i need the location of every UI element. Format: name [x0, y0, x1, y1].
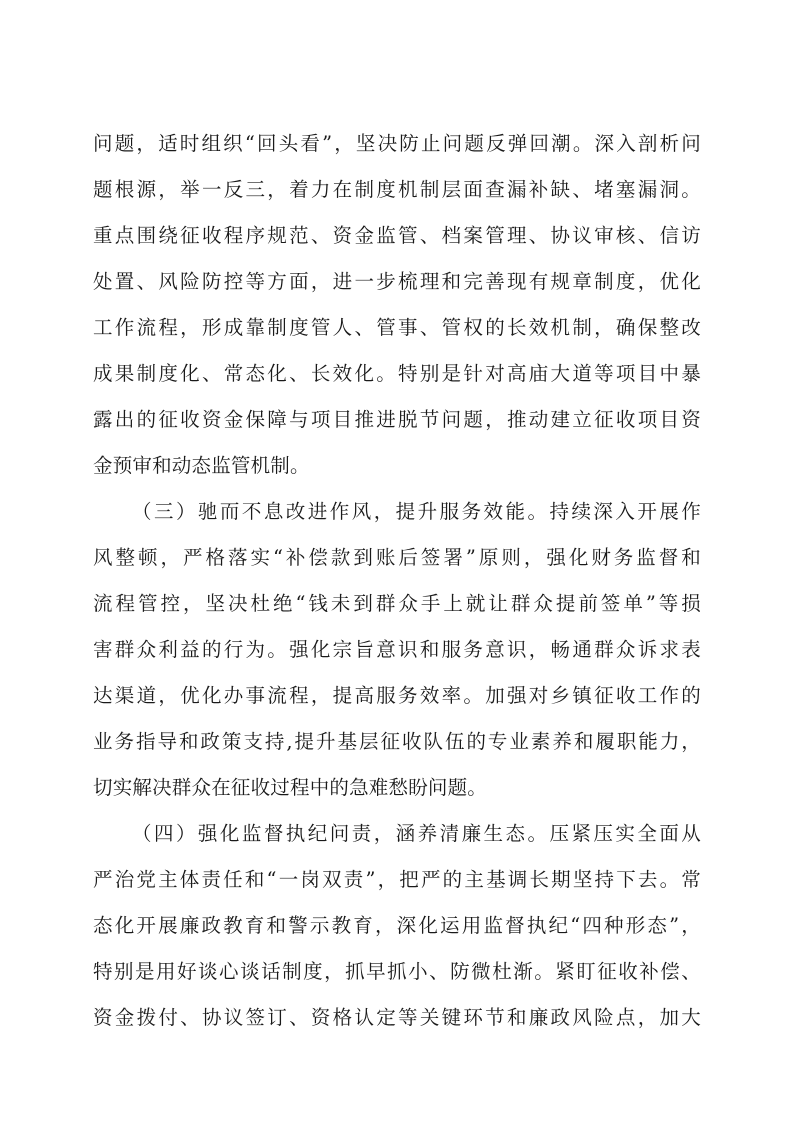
text-line: 风整顿，严格落实“补偿款到账后签署”原则，强化财务监督和 — [93, 546, 701, 569]
text-line: 处置、风险防控等方面，进一步梳理和完善现有规章制度，优化 — [93, 270, 701, 293]
text-line: 达渠道，优化办事流程，提高服务效率。加强对乡镇征收工作的 — [93, 684, 701, 707]
text-line: 问题，适时组织“回头看”，坚决防止问题反弹回潮。深入剖析问 — [93, 132, 701, 155]
text-line: 严治党主体责任和“一岗双责”，把严的主基调长期坚持下去。常 — [93, 868, 701, 891]
text-line: 题根源，举一反三，着力在制度机制层面查漏补缺、堵塞漏洞。 — [93, 178, 701, 201]
text-line: 流程管控，坚决杜绝“钱未到群众手上就让群众提前签单”等损 — [93, 592, 701, 615]
text-line: 态化开展廉政教育和警示教育，深化运用监督执纪“四种形态”， — [93, 914, 701, 937]
text-line: 资金拨付、协议签订、资格认定等关键环节和廉政风险点，加大 — [93, 1006, 701, 1029]
section-heading-line: （四）强化监督执纪问责，涵养清廉生态。压紧压实全面从 — [132, 822, 701, 845]
text-line: 金预审和动态监管机制。 — [93, 454, 310, 477]
text-line: 业务指导和政策支持,提升基层征收队伍的专业素养和履职能力， — [93, 730, 701, 753]
text-line: 成果制度化、常态化、长效化。特别是针对高庙大道等项目中暴 — [93, 362, 701, 385]
text-line: 切实解决群众在征收过程中的急难愁盼问题。 — [93, 776, 488, 799]
text-line: 害群众利益的行为。强化宗旨意识和服务意识，畅通群众诉求表 — [93, 638, 701, 661]
section-heading-line: （三）驰而不息改进作风，提升服务效能。持续深入开展作 — [132, 500, 701, 523]
text-line: 重点围绕征收程序规范、资金监管、档案管理、协议审核、信访 — [93, 224, 701, 247]
text-line: 工作流程，形成靠制度管人、管事、管权的长效机制，确保整改 — [93, 316, 701, 339]
text-line: 露出的征收资金保障与项目推进脱节问题，推动建立征收项目资 — [93, 408, 701, 431]
text-line: 特别是用好谈心谈话制度，抓早抓小、防微杜渐。紧盯征收补偿、 — [93, 960, 701, 983]
